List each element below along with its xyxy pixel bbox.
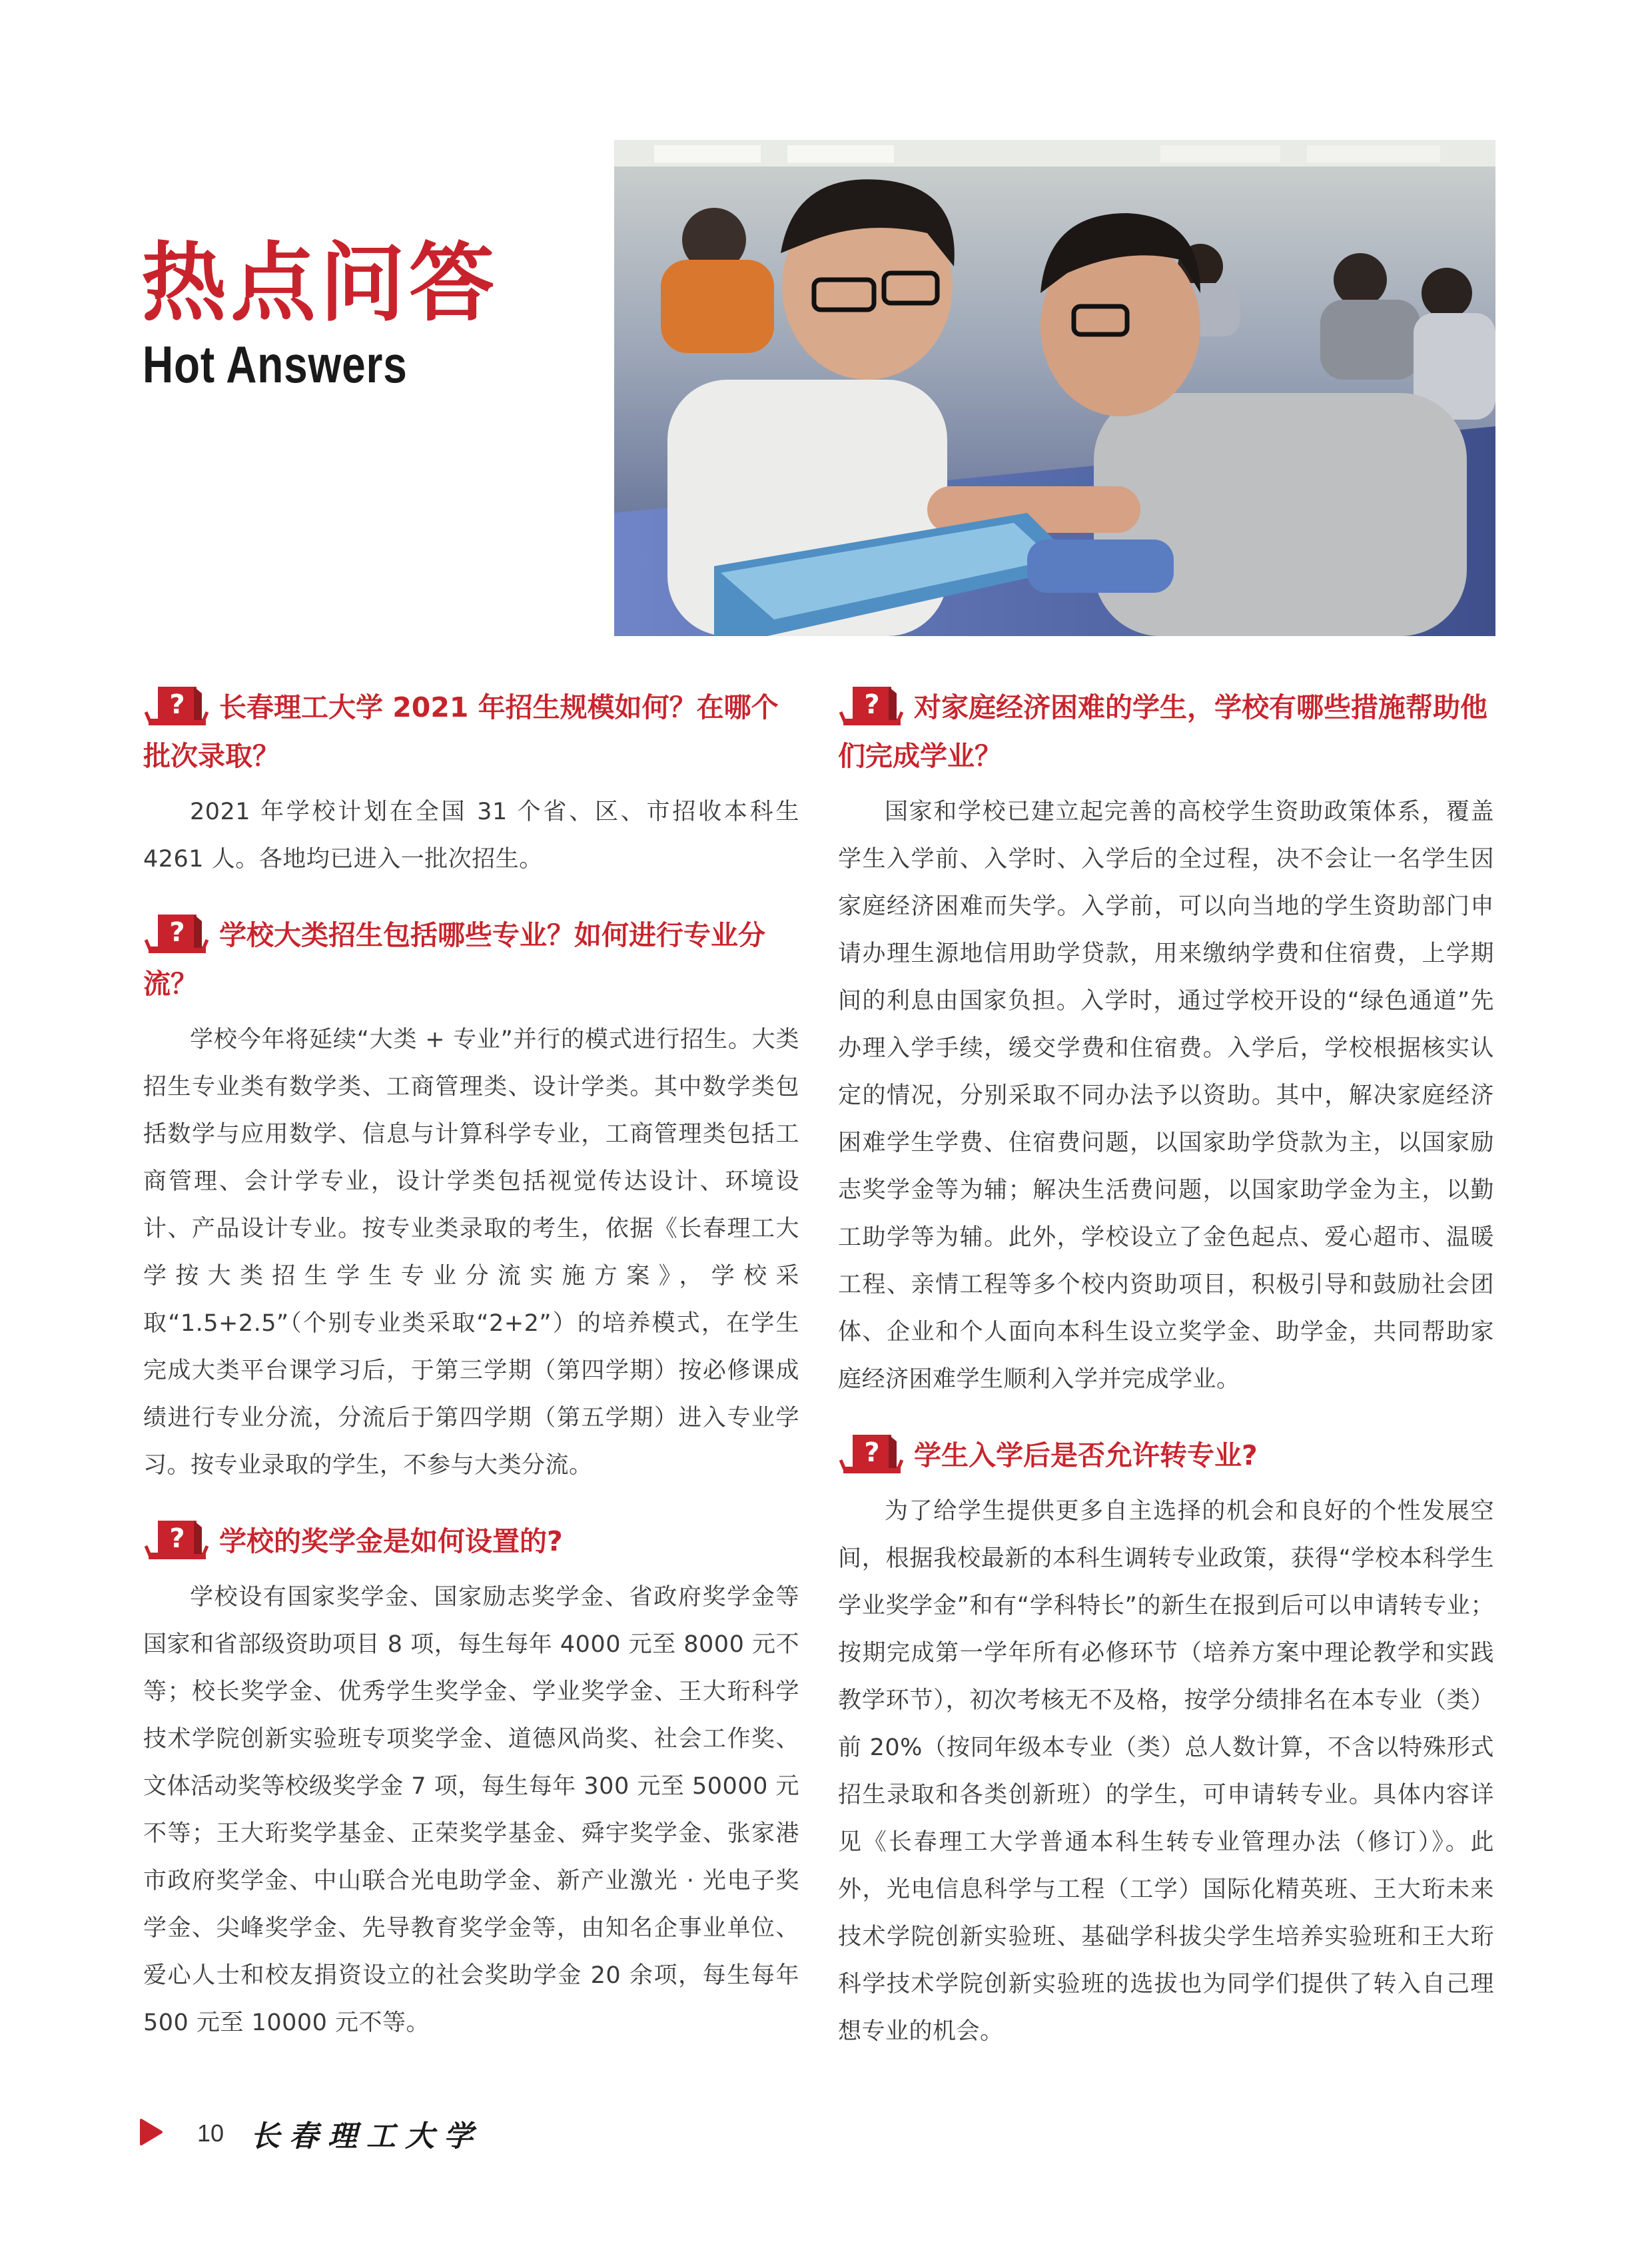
question-heading: ? 学生入学后是否允许转专业? — [838, 1430, 1494, 1479]
question-mark-icon — [143, 684, 210, 731]
qa-block-scholarship — [143, 1516, 799, 2047]
answer-text: 学校设有国家奖学金、国家励志奖学金、省政府奖学金等国家和省部级资助项目 8 项，每生每年 4000 元至 8000 元不等；校长奖学金、优秀学生奖学金、学业奖学金、王大珩科学技术学院创新实验班专项奖学金、道德风尚奖、社会工作奖、文体活动奖等校级奖学金 7 项，每生每年 300 元至 50000 元不等；王大珩奖学基金、正荣奖学基金、舜宇奖学金、张家港市政府奖学金、中山联合光电助学金、新产业激光 · 光电子奖学金、尖峰奖学金、先导教育奖学金等，由知名企事业单位、爱心人士和校友捐资设立的社会奖助学金 20 余项，每生每年 500 元至 10000 元不等。 — [143, 1584, 799, 2036]
answer-text: 为了给学生提供更多自主选择的机会和良好的个性发展空间，根据我校最新的本科生调转专业政策，获得“学校本科学生学业奖学金”和有“学科特长”的新生在报到后可以申请转专业；按期完成第一学年所有必修环节（培养方案中理论教学和实践教学环节），初次考核无不及格，按学分绩排名在本专业（类）前 20%（按同年级本专业（类）总人数计算，不含以特殊形式招生录取和各类创新班）的学生，可申请转专业。具体内容详见《长春理工大学普通本科生转专业管理办法（修订）》。此外，光电信息科学与工程（工学）国际化精英班、王大珩未来技术学院创新实验班、基础学科拔尖学生培养实验班和王大珩科学技术学院创新实验班的选拔也为同学们提供了转入自己理想专业的机会。 — [838, 1498, 1494, 2045]
page-number: 10 — [197, 2119, 224, 2147]
question-mark-icon — [143, 912, 210, 958]
students-studying-photo — [614, 140, 1495, 636]
svg-text:?: ? — [864, 689, 880, 720]
question-heading: ? 学校的奖学金是如何设置的? — [143, 1516, 799, 1565]
answer-text: 学校今年将延续“大类 + 专业”并行的模式进行招生。大类招生专业类有数学类、工商管理类、设计学类。其中数学类包括数学与应用数学、信息与计算科学专业，工商管理类包括工商管理、会计学专业，设计学类包括视觉传达设计、环境设计、产品设计专业。按专业类录取的考生，依据《长春理工大学按大类招生学生专业分流实施方案》，学校采取“1.5+2.5”（个别专业类采取“2+2”）的培养模式，在学生完成大类平台课学习后，于第三学期（第四学期）按必修课成绩进行专业分流，分流后于第四学期（第五学期）进入专业学习。按专业录取的学生，不参与大类分流。 — [143, 1026, 799, 1479]
question-mark-icon — [838, 1432, 905, 1479]
svg-text:?: ? — [169, 917, 185, 948]
question-mark-icon — [838, 684, 905, 731]
question-heading: ? 学校大类招生包括哪些专业？如何进行专业分流？ — [143, 910, 799, 1007]
left-column — [143, 682, 799, 2047]
svg-text:?: ? — [169, 689, 185, 720]
svg-text:?: ? — [864, 1437, 880, 1468]
answer-text: 2021 年学校计划在全国 31 个省、区、市招收本科生 4261 人。各地均已进入一批次招生。 — [143, 799, 799, 873]
question-mark-icon — [143, 1518, 210, 1565]
question-heading: ? 对家庭经济困难的学生，学校有哪些措施帮助他们完成学业？ — [838, 682, 1494, 779]
page-subtitle: Hot Answers — [143, 335, 408, 394]
qa-block-change-major — [838, 1430, 1494, 2055]
page-marker-icon — [140, 2119, 163, 2148]
university-name: 长春理工大学 — [250, 2119, 483, 2153]
qa-block-enrollment — [143, 682, 799, 883]
page-footer — [140, 2113, 482, 2153]
answer-text: 国家和学校已建立起完善的高校学生资助政策体系，覆盖学生入学前、入学时、入学后的全过程，决不会让一名学生因家庭经济困难而失学。入学前，可以向当地的学生资助部门申请办理生源地信用助学贷款，用来缴纳学费和住宿费，上学期间的利息由国家负担。入学时，通过学校开设的“绿色通道”先办理入学手续，缓交学费和住宿费。入学后，学校根据核实认定的情况，分别采取不同办法予以资助。其中，解决家庭经济困难学生学费、住宿费问题，以国家助学贷款为主，以国家励志奖学金等为辅；解决生活费问题，以国家助学金为主，以勤工助学等为辅。此外，学校设立了金色起点、爱心超市、温暖工程、亲情工程等多个校内资助项目，积极引导和鼓励社会团体、企业和个人面向本科生设立奖学金、助学金，共同帮助家庭经济困难学生顺利入学并完成学业。 — [838, 799, 1494, 1393]
right-column — [838, 682, 1494, 2055]
question-heading: ? 长春理工大学 2021 年招生规模如何？在哪个批次录取？ — [143, 682, 799, 779]
svg-text:?: ? — [169, 1523, 185, 1554]
page-title: 热点问答 — [141, 234, 499, 333]
qa-block-financial-aid — [838, 682, 1494, 1403]
qa-block-major-diversion — [143, 910, 799, 1489]
